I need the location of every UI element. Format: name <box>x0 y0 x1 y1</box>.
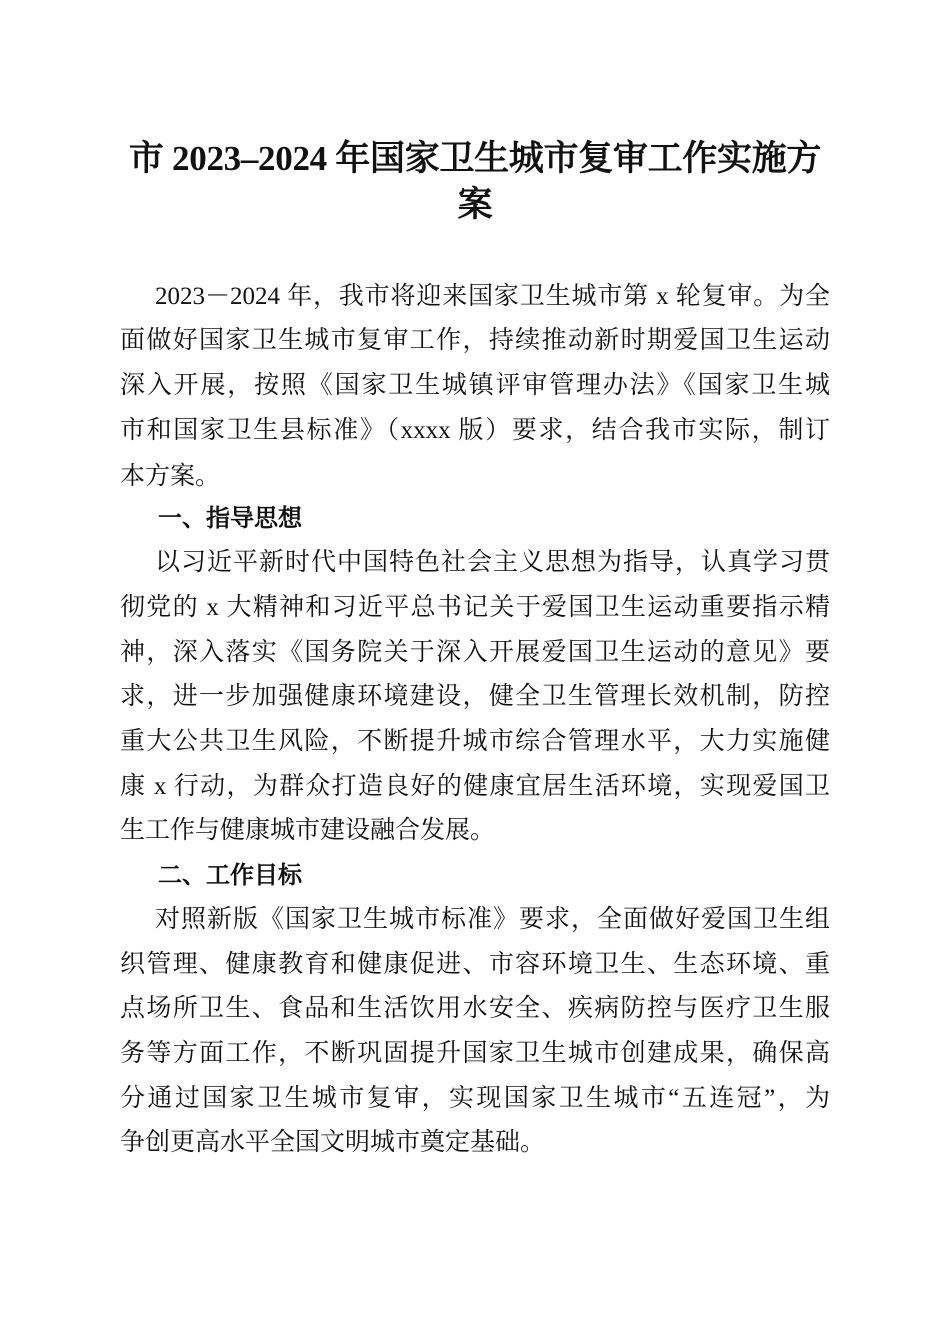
section-line: 生工作与健康城市建设融合发展。 <box>120 817 496 844</box>
section-line: 神，深入落实《国务院关于深入开展爱国卫生运动的意见》要 <box>120 639 830 666</box>
section-line: 务等方面工作，不断巩固提升国家卫生城市创建成果，确保高 <box>120 1040 830 1067</box>
intro-line: 面做好国家卫生城市复审工作，持续推动新时期爱国卫生运动 <box>120 327 830 354</box>
section-heading: 二、工作目标 <box>158 862 302 889</box>
section-line: 争创更高水平全国文明城市奠定基础。 <box>120 1129 546 1156</box>
section-line: 以习近平新时代中国特色社会主义思想为指导，认真学习贯 <box>155 549 830 576</box>
section-line: 康 x 行动，为群众打造良好的健康宜居生活环境，实现爱国卫 <box>120 773 830 800</box>
section-line: 点场所卫生、食品和生活饮用水安全、疾病防控与医疗卫生服 <box>120 995 830 1022</box>
document-title: 市 2023–2024 年国家卫生城市复审工作实施方案 <box>128 139 822 224</box>
intro-line: 深入开展，按照《国家卫生城镇评审管理办法》《国家卫生城 <box>120 372 830 399</box>
intro-line: 本方案。 <box>120 463 221 490</box>
section-line: 分通过国家卫生城市复审，实现国家卫生城市“五连冠”，为 <box>120 1085 830 1112</box>
intro-line: 市和国家卫生县标准》（xxxx 版）要求，结合我市实际，制订 <box>120 417 830 444</box>
section-line: 求，进一步加强健康环境建设，健全卫生管理长效机制，防控 <box>120 683 830 710</box>
section-heading: 一、指导思想 <box>158 505 302 532</box>
section-line: 彻党的 x 大精神和习近平总书记关于爱国卫生运动重要指示精 <box>120 594 830 621</box>
section-line: 重大公共卫生风险，不断提升城市综合管理水平，大力实施健 <box>120 728 830 755</box>
section-line: 对照新版《国家卫生城市标准》要求，全面做好爱国卫生组 <box>155 906 830 933</box>
section-line: 织管理、健康教育和健康促进、市容环境卫生、生态环境、重 <box>120 951 830 978</box>
intro-line: 2023－2024 年，我市将迎来国家卫生城市第 x 轮复审。为全 <box>155 283 830 310</box>
